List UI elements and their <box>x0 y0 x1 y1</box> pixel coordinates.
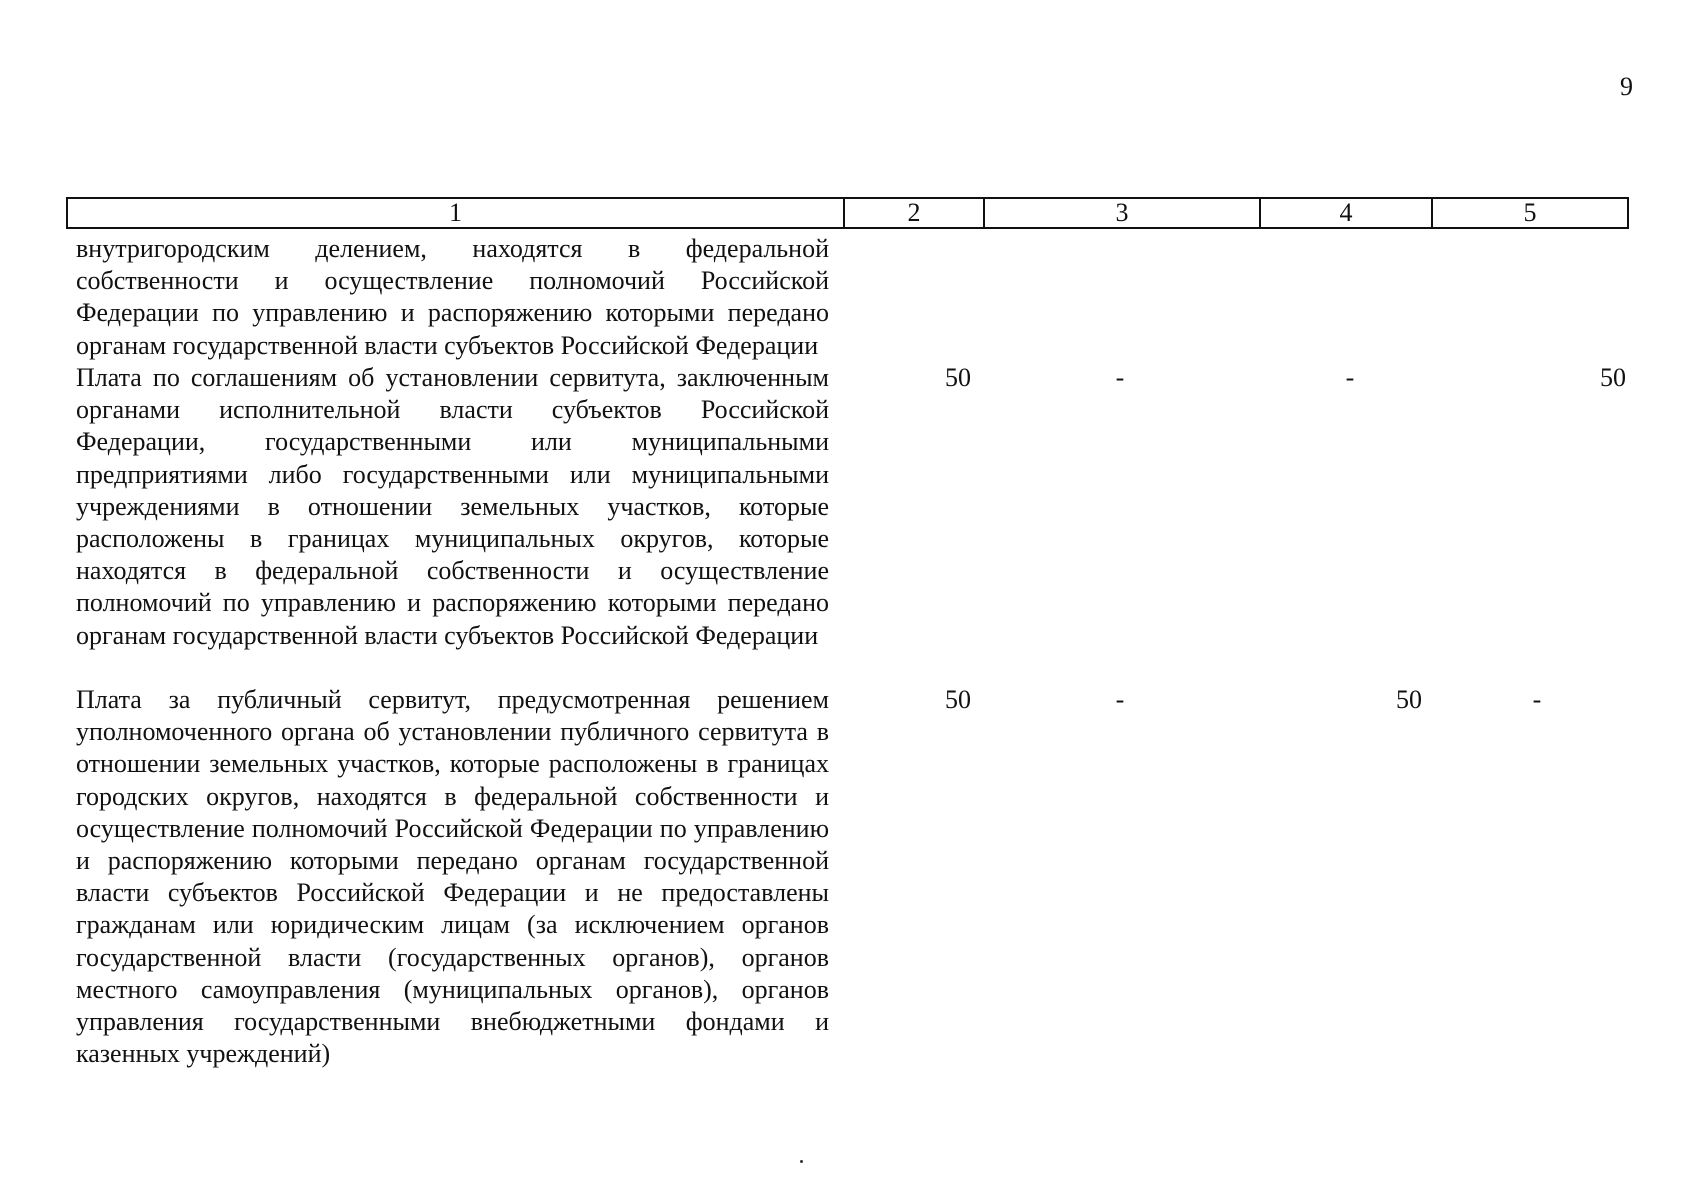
header-col-2: 2 <box>843 199 983 227</box>
table-header <box>66 197 1629 229</box>
header-col-3: 3 <box>983 199 1259 227</box>
header-col-4: 4 <box>1259 199 1431 227</box>
row-value-col-2: 50 <box>945 685 971 714</box>
row-value-col-4: 50 <box>1396 685 1422 714</box>
row-value-col-5: 50 <box>1600 363 1626 392</box>
row-value-col-3: - <box>1115 685 1125 714</box>
scan-speck <box>800 1160 803 1163</box>
header-col-1: 1 <box>449 198 462 227</box>
row-description: Плата по соглашениям об установлении сервитута, заключенным органами исполнительной власти субъектов Российской Федерации, государственными или муниципальными предприятиями либо государственными или муниципальными учреждениями в отношении земельных участков, которые расположены в границах муниципальных округов, которые находятся в федеральной собственности и осуществление полномочий по управлению и распоряжению которыми передано органам государственной власти субъектов Российской Федерации <box>76 363 829 650</box>
row-description: внутригородским делением, находятся в федеральной собственности и осуществление полномочий Российской Федерации по управлению и распоряжению которыми передано органам государственной власти субъектов Российской Федерации <box>76 234 829 360</box>
row-value-col-4: - <box>1345 363 1355 392</box>
header-col-5: 5 <box>1431 199 1627 227</box>
row-value-col-5: - <box>1532 685 1542 714</box>
row-value-col-2: 50 <box>945 363 971 392</box>
row-value-col-3: - <box>1115 363 1125 392</box>
page-number: 9 <box>1620 72 1633 101</box>
row-description: Плата за публичный сервитут, предусмотренная решением уполномоченного органа об установлении публичного сервитута в отношении земельных участков, которые расположены в границах городских округов, находятся в федеральной собственности и осуществление полномочий Российской Федерации по управлению и распоряжению которыми передано органам государственной власти субъектов Российской Федерации и не предоставлены гражданам или юридическим лицам (за исключением органов государственной власти (государственных органов), органов местного самоуправления (муниципальных органов), органов управления государственными внебюджетными фондами и казенных учреждений) <box>76 685 829 1069</box>
